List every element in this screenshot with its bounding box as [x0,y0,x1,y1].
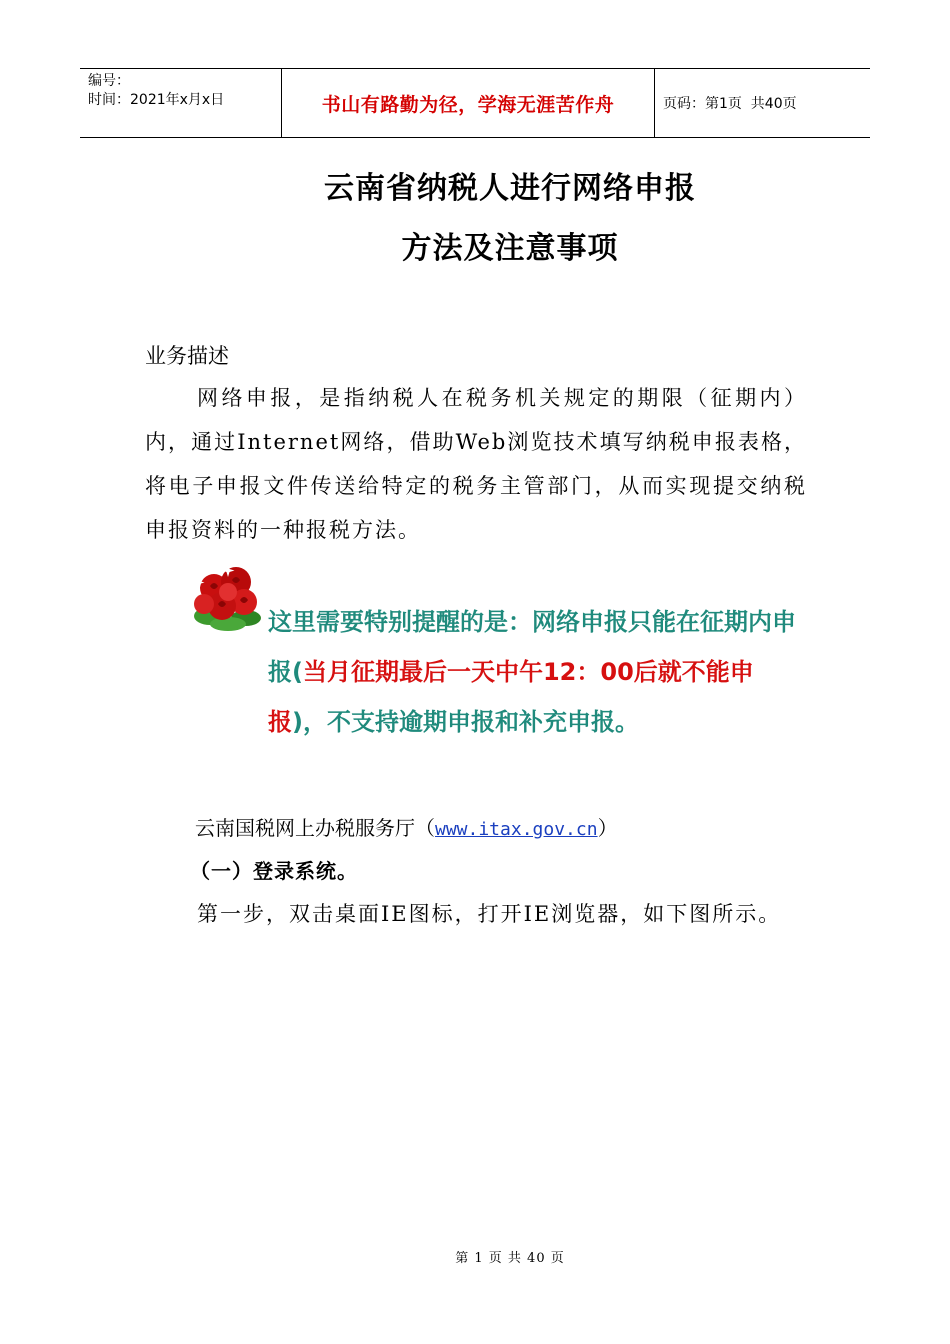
notice-text: 这里需要特别提醒的是：网络申报只能在征期内申报( [268,608,796,686]
header-divider [654,69,655,137]
number-label: 编号： [88,73,130,89]
header-meta [88,72,224,110]
document-title-line2: 方法及注意事项 [401,231,619,266]
page-footer: 第 1 页 共 40 页 [455,1251,565,1266]
portal-line: 云南国税网上办税服务厅（www.itax.gov.cn） [195,816,618,840]
header-page-info: 页码：第1页 共40页 [663,96,797,112]
time-label: 时间：2021年x月x日 [88,92,225,108]
step-heading: （一）登录系统。 [190,859,358,883]
section-heading: 业务描述 [145,344,229,368]
notice-warning [145,597,807,747]
description-paragraph: 网络申报，是指纳税人在税务机关规定的期限（征期内）内，通过Internet网络，借助Web浏览技术填写纳税申报表格，将电子申报文件传送给特定的税务主管部门，从而实现提交纳税申报资料的一种报税方法。 [145,386,807,542]
document-title-line1: 云南省纳税人进行网络申报 [324,171,696,206]
header-motto: 书山有路勤为径，学海无涯苦作舟 [321,93,615,116]
page-header [80,68,870,138]
notice-deadline: 当月征期最后一天中午12：00后就不能申报 [268,658,754,736]
portal-link[interactable]: www.itax.gov.cn [435,819,598,840]
step-paragraph: 第一步，双击桌面IE图标，打开IE浏览器，如下图所示。 [197,902,782,926]
notice-text-end: )，不支持逾期申报和补充申报。 [292,708,639,736]
